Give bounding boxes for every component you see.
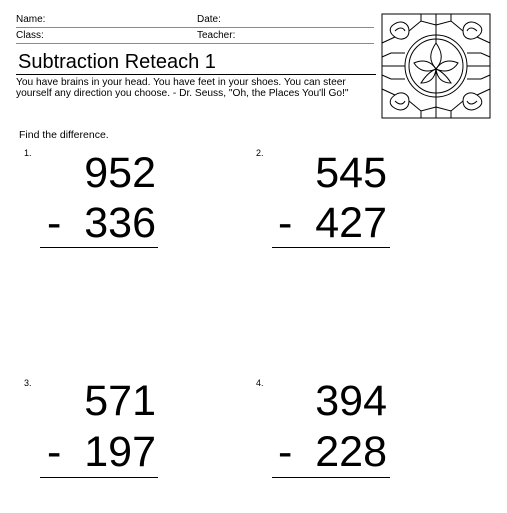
minus-sign: - — [47, 199, 62, 247]
answer-line — [272, 477, 390, 478]
class-teacher-line — [16, 43, 374, 44]
instructions: Find the difference. — [19, 129, 109, 141]
minus-sign: - — [278, 199, 293, 247]
name-label: Name: — [16, 14, 46, 25]
problem-minuend: 394 — [315, 377, 387, 425]
problem-number: 3. — [24, 378, 32, 388]
problem-minuend: 952 — [84, 149, 156, 197]
class-label: Class: — [16, 30, 44, 41]
answer-line — [272, 247, 390, 248]
name-date-line — [16, 27, 374, 28]
problem-number: 2. — [256, 148, 264, 158]
quote-text: You have brains in your head. You have feet in your shoes. You can steer yourself any direction you choose. - Dr. Seuss, "Oh, the Places You'll Go!" — [16, 77, 349, 99]
minus-sign: - — [278, 428, 293, 476]
problem-subtrahend: 197 — [84, 428, 156, 476]
title-rule — [16, 74, 376, 75]
problem-number: 4. — [256, 378, 264, 388]
problem-subtrahend: 228 — [315, 428, 387, 476]
problem-minuend: 545 — [315, 149, 387, 197]
problem-number: 1. — [24, 148, 32, 158]
problem-minuend: 571 — [84, 377, 156, 425]
problem-subtrahend: 336 — [84, 199, 156, 247]
answer-line — [40, 477, 158, 478]
teacher-label: Teacher: — [197, 30, 236, 41]
page-title: Subtraction Reteach 1 — [18, 51, 216, 73]
date-label: Date: — [197, 14, 221, 25]
problem-subtrahend: 427 — [315, 199, 387, 247]
stained-glass-flower-icon — [381, 13, 491, 119]
minus-sign: - — [47, 428, 62, 476]
answer-line — [40, 247, 158, 248]
